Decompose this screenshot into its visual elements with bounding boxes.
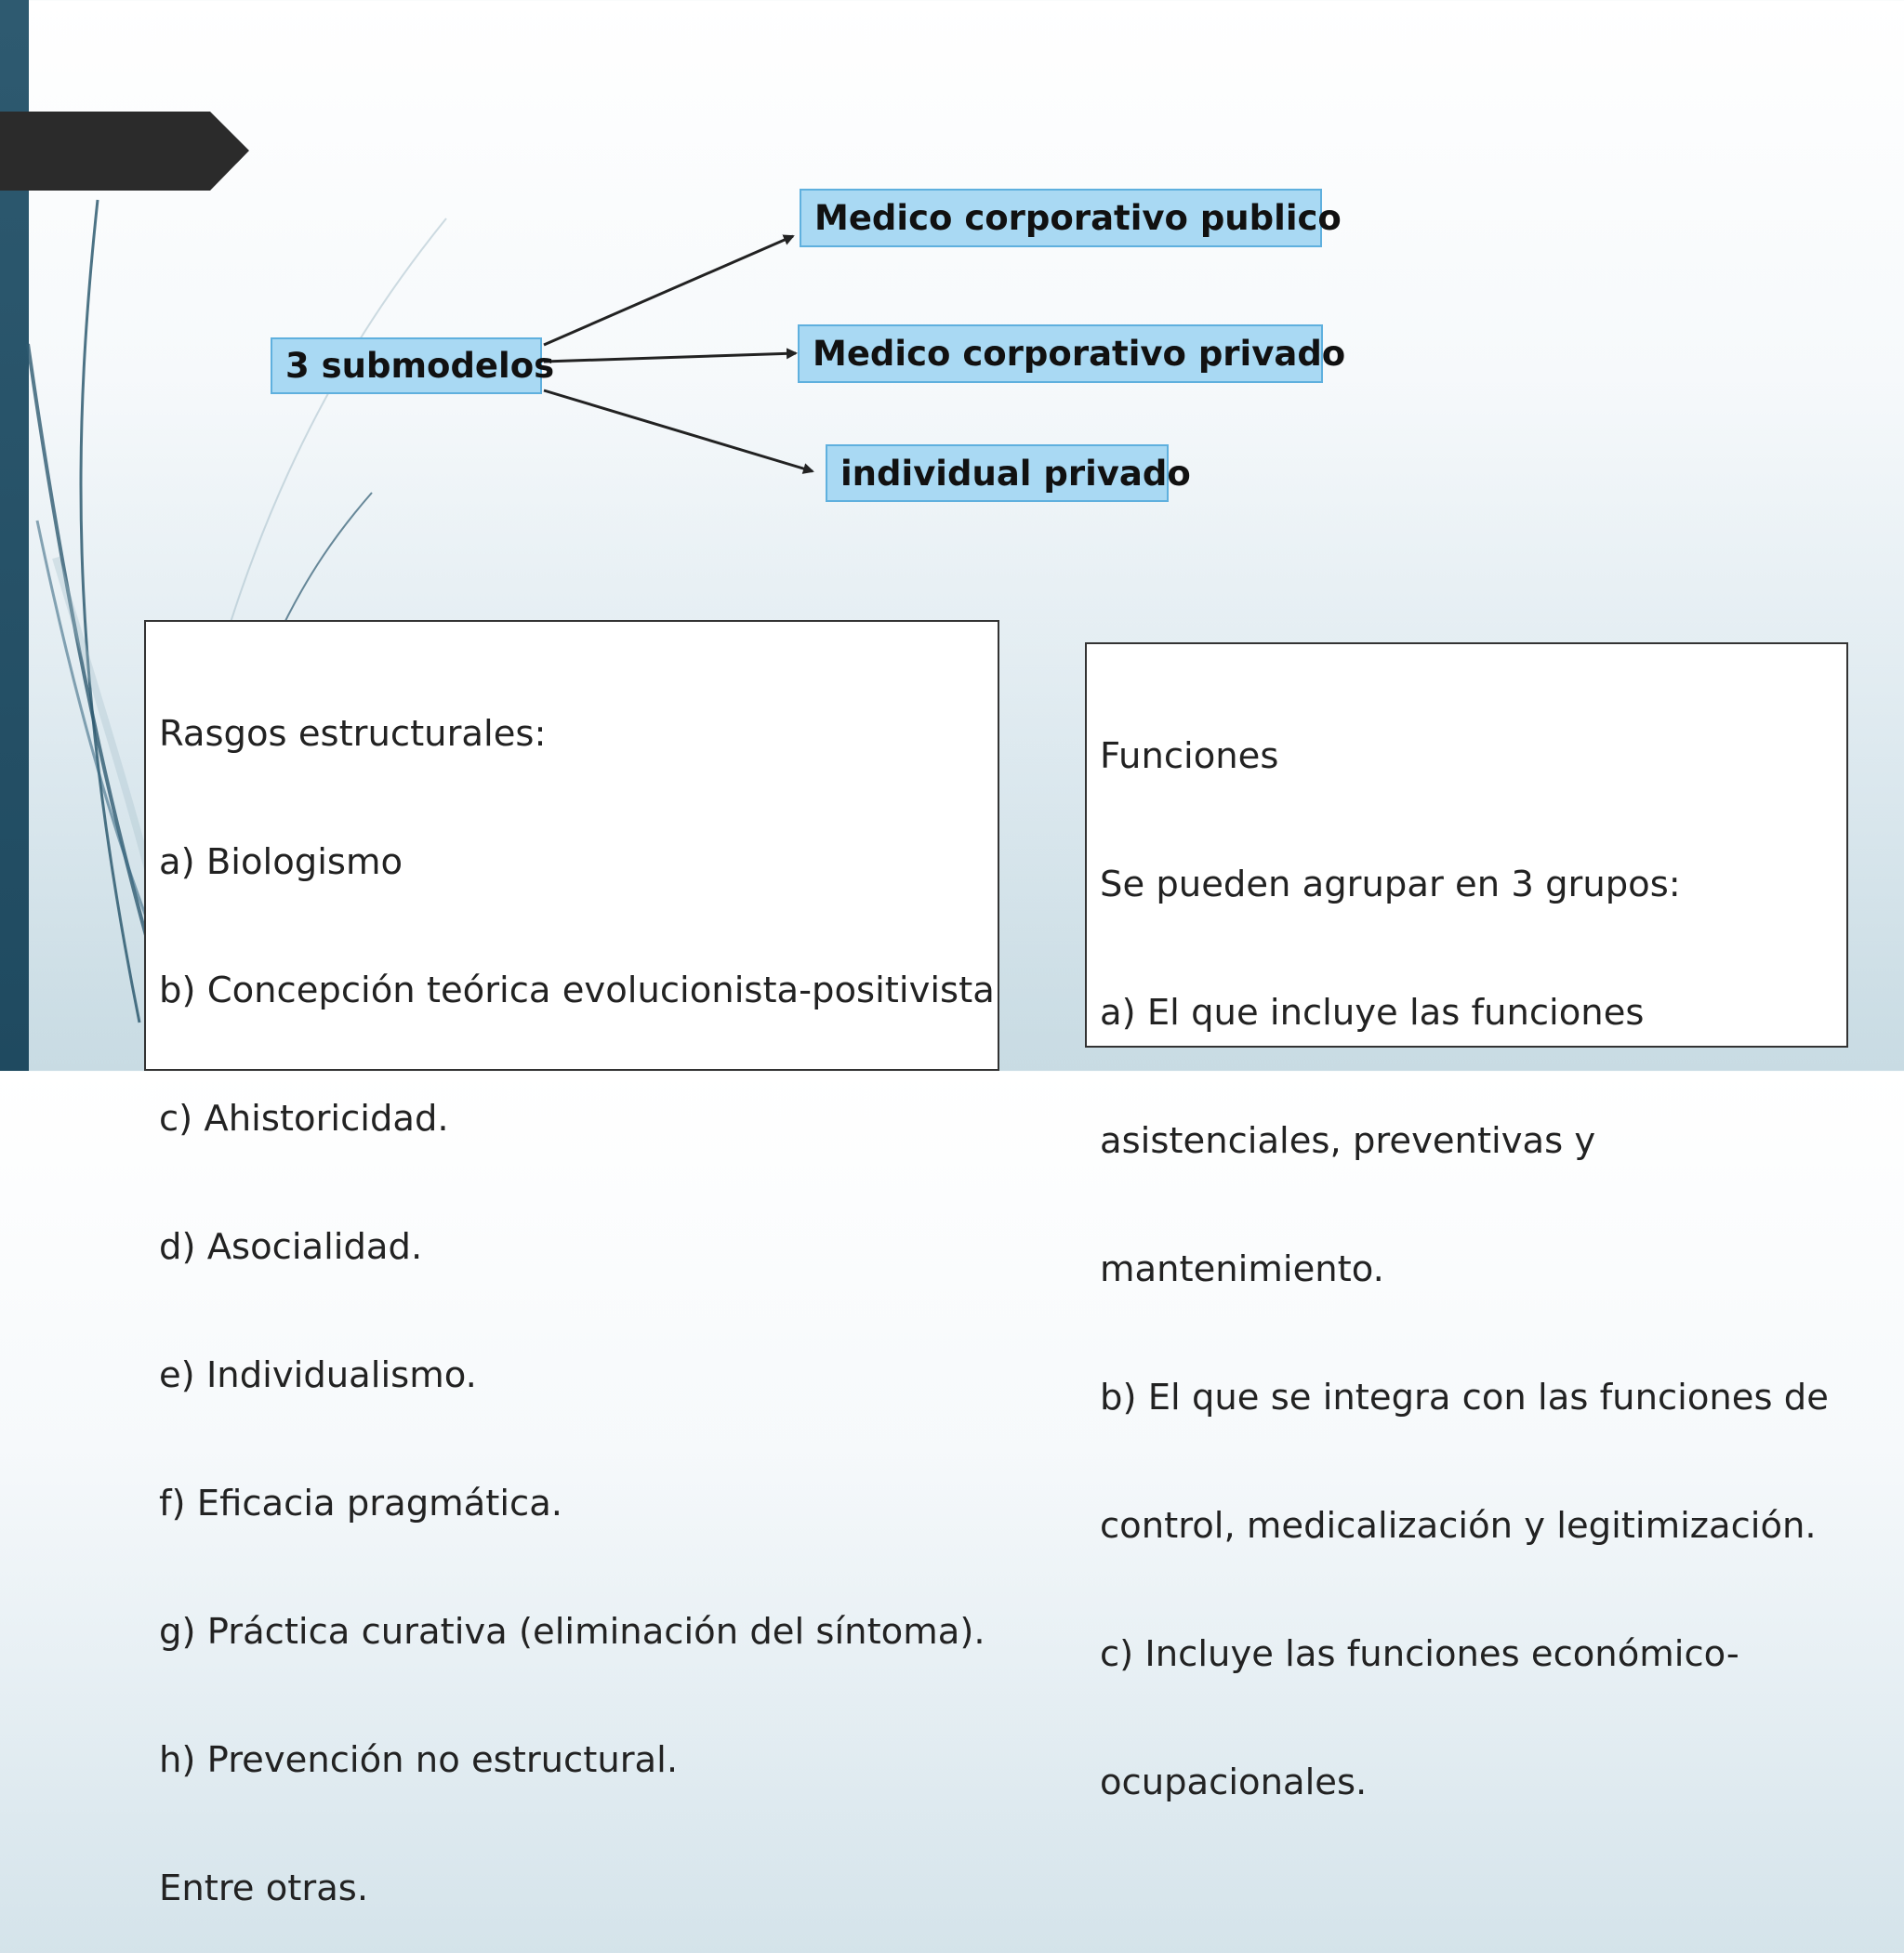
rasgos-estructurales-box (144, 620, 999, 1909)
rasgos-line: g) Práctica curativa (eliminación del síntoma). (159, 1611, 985, 1653)
branch-node-individual-privado: individual privado (826, 444, 1169, 502)
funciones-box (1085, 642, 1848, 1803)
rasgos-line: c) Ahistoricidad. (159, 1098, 449, 1140)
funciones-line: Se pueden agrupar en 3 grupos: (1100, 864, 1681, 905)
root-node-3-submodelos: 3 submodelos (271, 337, 542, 394)
branch-node-medico-corporativo-privado: Medico corporativo privado (798, 324, 1323, 383)
funciones-line: ocupacionales. (1100, 1762, 1368, 1803)
funciones-line: a) El que incluye las funciones (1100, 992, 1645, 1034)
rasgos-line: Entre otras. (159, 1867, 369, 1909)
rasgos-line: f) Eficacia pragmática. (159, 1483, 563, 1524)
rasgos-line: a) Biologismo (159, 841, 403, 883)
funciones-line: c) Incluye las funciones económico- (1100, 1633, 1739, 1675)
rasgos-line: e) Individualismo. (159, 1354, 477, 1396)
arrow-to-branch-1 (544, 236, 793, 345)
funciones-line: b) El que se integra con las funciones de (1100, 1377, 1829, 1419)
arrow-to-branch-3 (544, 390, 813, 471)
rasgos-line: h) Prevención no estructural. (159, 1739, 679, 1781)
funciones-line: asistenciales, preventivas y (1100, 1120, 1596, 1162)
funciones-line: Funciones (1100, 735, 1279, 777)
rasgos-line: d) Asocialidad. (159, 1226, 423, 1268)
branch-node-medico-corporativo-publico: Medico corporativo publico (800, 189, 1322, 247)
rasgos-line: Rasgos estructurales: (159, 713, 547, 755)
funciones-line: control, medicalización y legitimización. (1100, 1505, 1817, 1547)
arrow-to-branch-2 (544, 353, 796, 362)
rasgos-line: b) Concepción teórica evolucionista-positivista (159, 970, 995, 1011)
funciones-line: mantenimiento. (1100, 1248, 1384, 1290)
